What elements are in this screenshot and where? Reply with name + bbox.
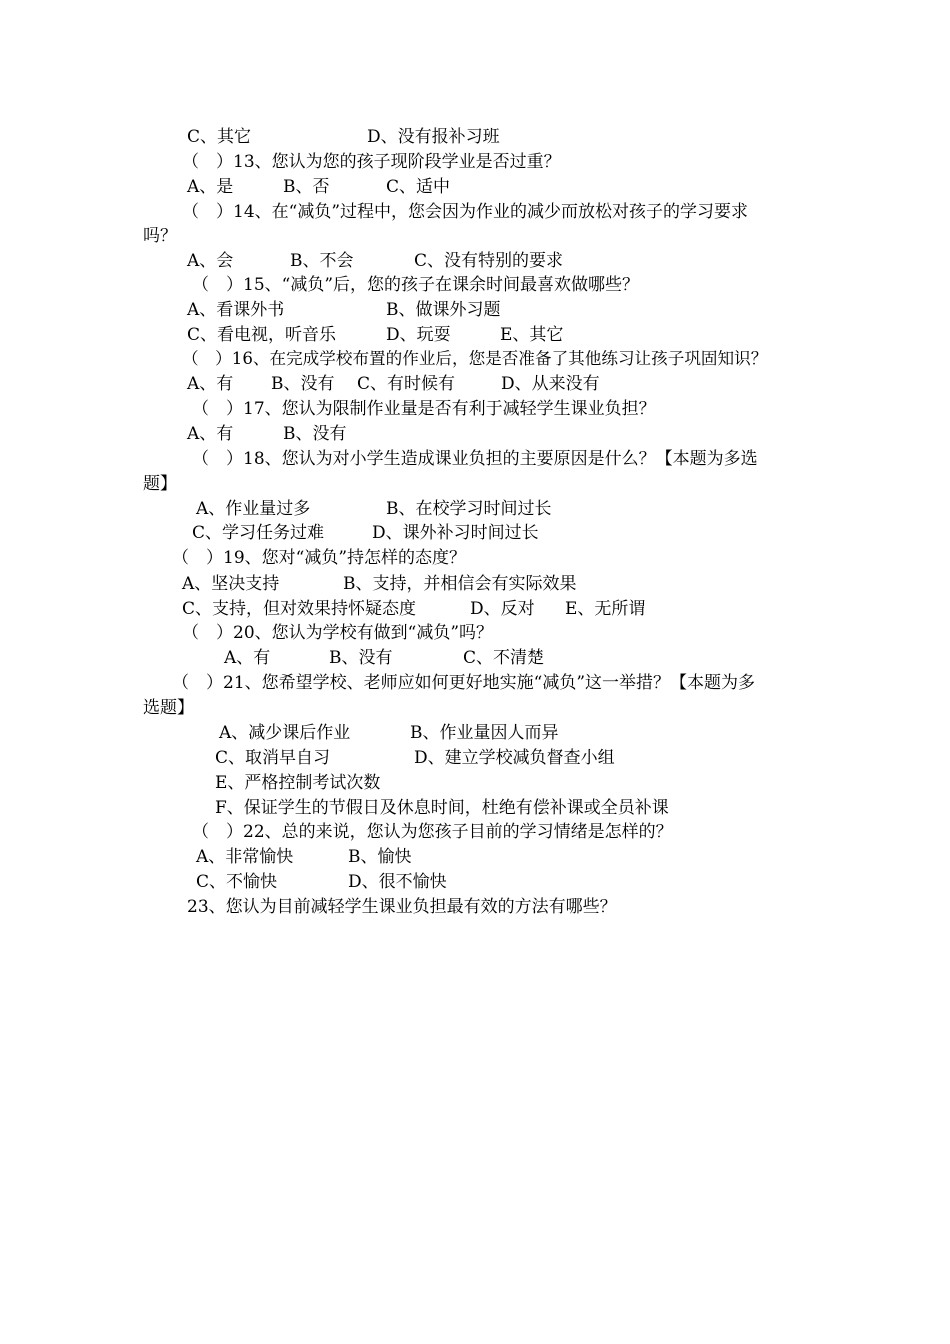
option-text: D、建立学校减负督查小组 [414, 748, 615, 768]
option-text: B、没有 [329, 648, 393, 668]
option-text: B、没有 [283, 424, 347, 444]
option-text: E、其它 [500, 325, 564, 345]
question-15: （ ）15、“减负”后，您的孩子在课余时间最喜欢做哪些？ [192, 275, 640, 295]
question-17: （ ）17、您认为限制作业量是否有利于减轻学生课业负担？ [192, 399, 656, 419]
question-19: （ ）19、您对“减负”持怎样的态度？ [172, 548, 467, 568]
option-text: A、有 [187, 374, 234, 394]
option-text: E、无所谓 [565, 599, 646, 619]
option-text: B、否 [283, 177, 330, 197]
question-14: （ ）14、在“减负”过程中，您会因为作业的减少而放松对孩子的学习要求 [182, 202, 749, 222]
option-text: C、适中 [386, 177, 451, 197]
option-text: A、有 [187, 424, 234, 444]
question-14-continued: 吗？ [143, 226, 177, 246]
option-text: A、非常愉快 [196, 847, 294, 867]
option-text: C、有时候有 [357, 374, 456, 394]
question-23: 23、您认为目前减轻学生课业负担最有效的方法有哪些？ [187, 897, 617, 917]
option-text: A、减少课后作业 [219, 723, 351, 743]
question-16: （ ）16、在完成学校布置的作业后，您是否准备了其他练习让孩子巩固知识？ [182, 349, 768, 368]
option-text: A、有 [224, 648, 271, 668]
option-text: D、课外补习时间过长 [372, 523, 539, 543]
question-22: （ ）22、总的来说，您认为您孩子目前的学习情绪是怎样的？ [192, 822, 673, 842]
option-text: B、作业量因人而异 [410, 723, 559, 743]
option-text: A、是 [187, 177, 234, 197]
option-text: C、支持，但对效果持怀疑态度 [182, 599, 417, 619]
option-text: D、没有报补习班 [367, 127, 500, 147]
option-text: A、作业量过多 [196, 499, 311, 519]
option-text: C、不愉快 [196, 872, 278, 892]
option-text: F、保证学生的节假日及休息时间，杜绝有偿补课或全员补课 [215, 798, 669, 818]
option-text: C、没有特别的要求 [414, 251, 564, 271]
question-18: （ ）18、您认为对小学生造成课业负担的主要原因是什么？【本题为多选 [192, 449, 758, 469]
option-text: A、会 [187, 251, 234, 271]
option-text: C、其它 [187, 127, 252, 147]
question-20: （ ）20、您认为学校有做到“减负”吗？ [182, 623, 494, 643]
option-text: C、看电视，听音乐 [187, 325, 337, 345]
option-text: C、取消早自习 [215, 748, 331, 768]
option-text: E、严格控制考试次数 [215, 773, 381, 793]
question-21-continued: 选题】 [143, 698, 194, 718]
option-text: D、玩耍 [386, 325, 451, 345]
question-13: （ ）13、您认为您的孩子现阶段学业是否过重？ [182, 152, 561, 172]
option-text: D、从来没有 [501, 374, 600, 394]
option-text: B、不会 [290, 251, 354, 271]
question-18-continued: 题】 [143, 474, 177, 494]
option-text: C、不清楚 [463, 648, 545, 668]
option-text: B、愉快 [348, 847, 412, 867]
option-text: B、在校学习时间过长 [386, 499, 552, 519]
option-text: B、做课外习题 [386, 300, 501, 320]
option-text: D、反对 [470, 599, 535, 619]
option-text: B、支持，并相信会有实际效果 [343, 574, 577, 594]
option-text: C、学习任务过难 [192, 523, 325, 543]
option-text: B、没有 [271, 374, 335, 394]
option-text: A、看课外书 [187, 300, 285, 320]
option-text: A、坚决支持 [182, 574, 280, 594]
option-text: D、很不愉快 [348, 872, 447, 892]
question-21: （ ）21、您希望学校、老师应如何更好地实施“减负”这一举措？【本题为多 [172, 673, 756, 693]
